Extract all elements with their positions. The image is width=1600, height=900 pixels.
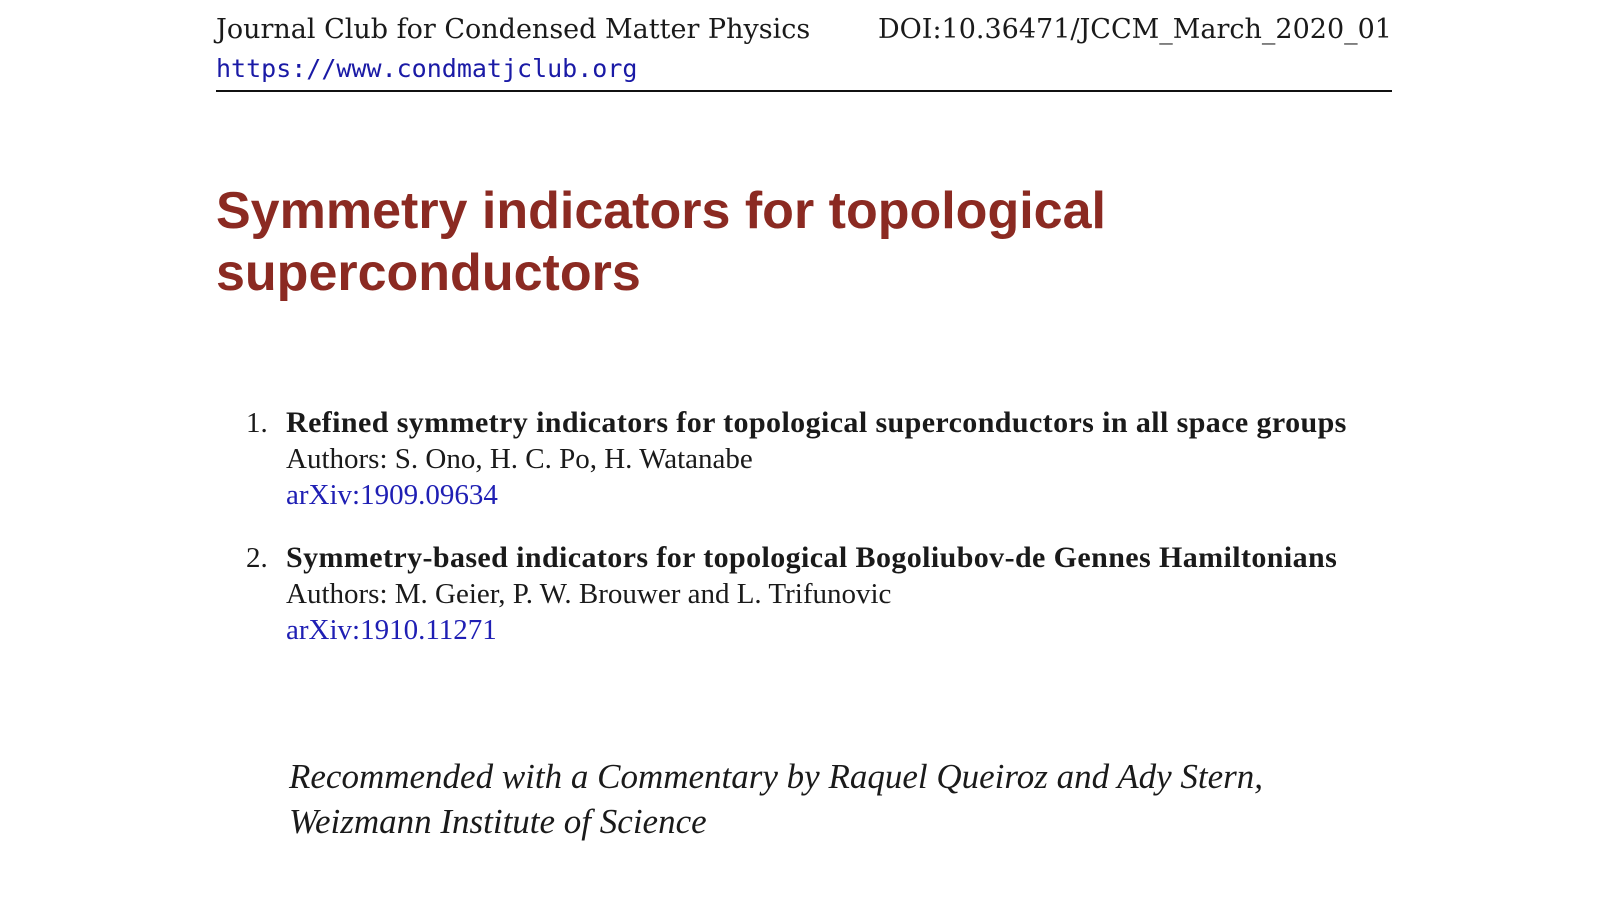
paper-item-2 (246, 540, 1392, 649)
paper-item-1 (246, 405, 1392, 514)
doi-label: DOI:10.36471/JCCM_March_2020_01 (878, 14, 1392, 45)
paper-title: Refined symmetry indicators for topological superconductors in all space groups (286, 406, 1347, 439)
arxiv-link[interactable]: arXiv:1910.11271 (286, 614, 497, 646)
paper-authors: Authors: S. Ono, H. C. Po, H. Watanabe (286, 443, 753, 475)
document-title: Symmetry indicators for topological superconductors (216, 182, 1106, 302)
journal-name: Journal Club for Condensed Matter Physics (216, 14, 811, 45)
paper-number: 1. (246, 407, 268, 439)
journal-url-link[interactable]: https://www.condmatjclub.org (216, 54, 638, 83)
arxiv-link[interactable]: arXiv:1909.09634 (286, 479, 498, 511)
paper-list (246, 405, 1392, 675)
document-page (216, 0, 1392, 900)
commentary-credit: Recommended with a Commentary by Raquel Queiroz and Ady Stern, Weizmann Institute of Science (289, 757, 1263, 841)
paper-authors: Authors: M. Geier, P. W. Brouwer and L. Trifunovic (286, 578, 892, 610)
paper-title: Symmetry-based indicators for topological Bogoliubov-de Gennes Hamiltonians (286, 541, 1338, 574)
paper-number: 2. (246, 542, 268, 574)
page-header (216, 12, 1392, 92)
